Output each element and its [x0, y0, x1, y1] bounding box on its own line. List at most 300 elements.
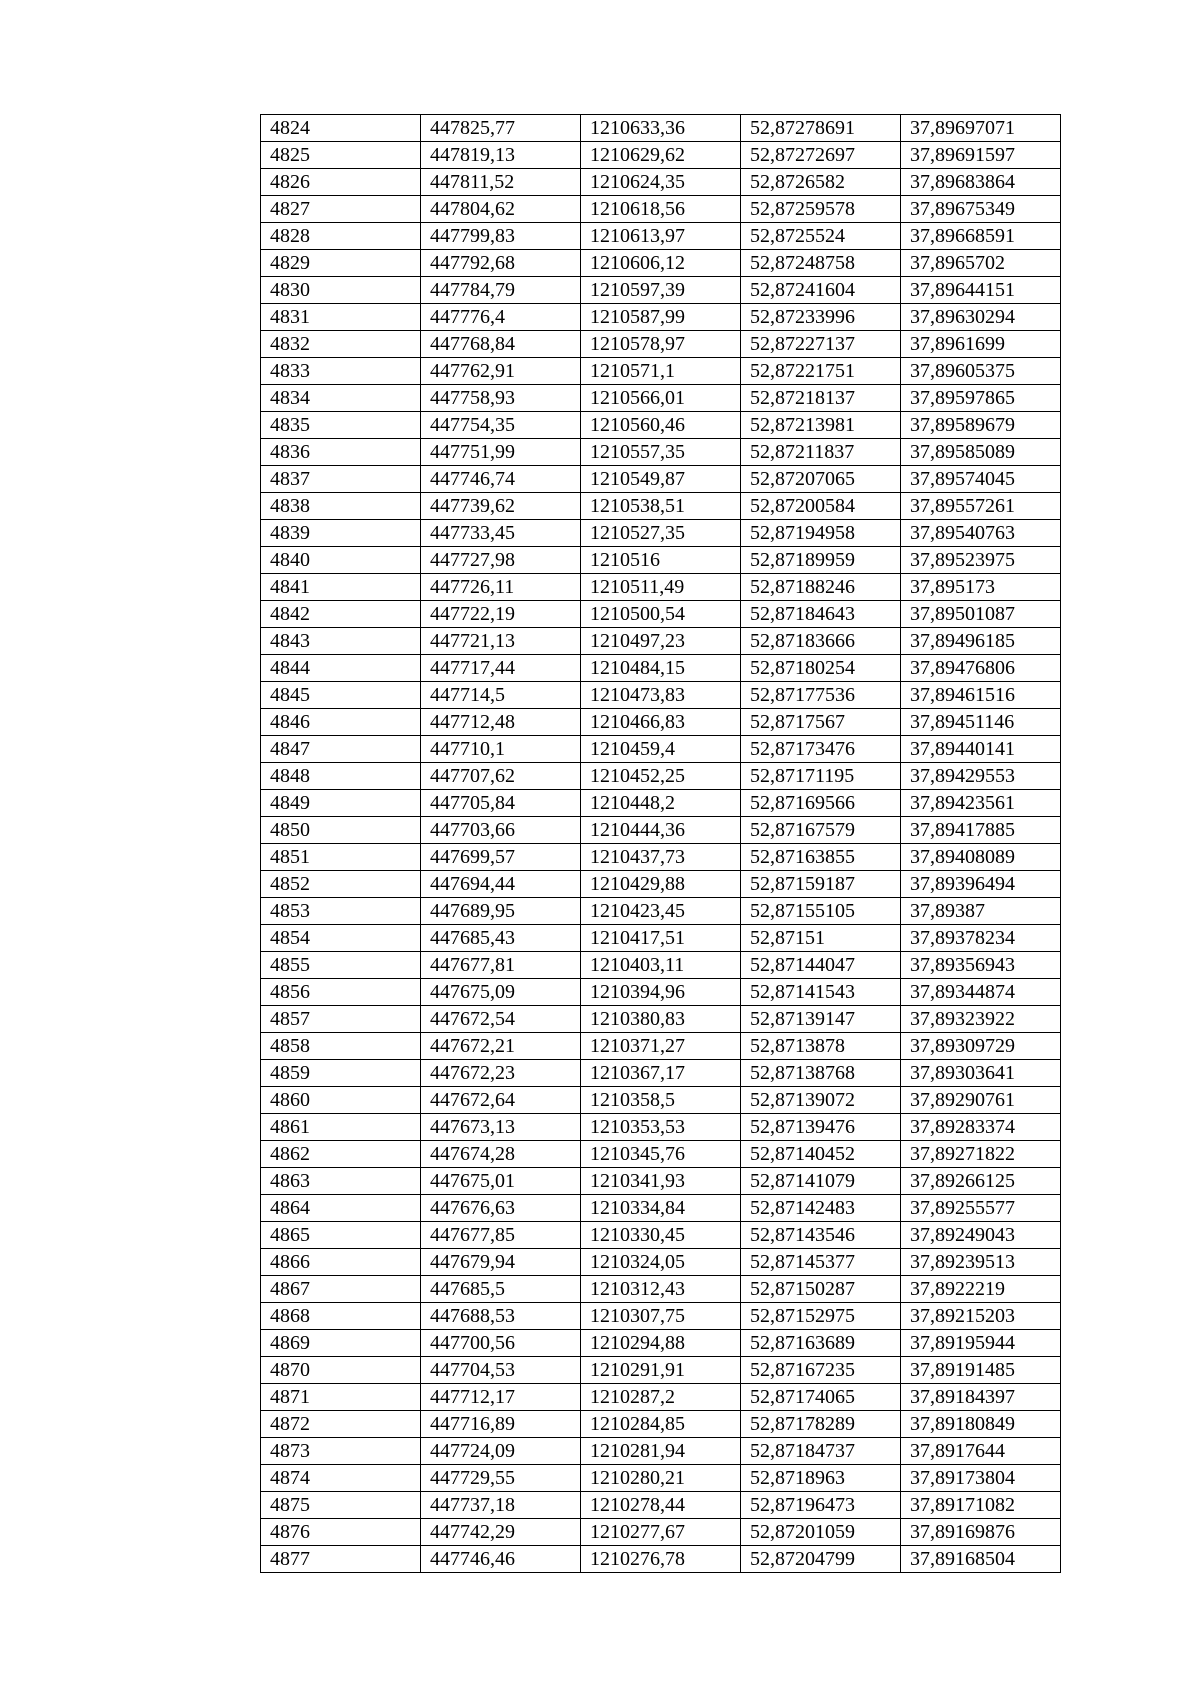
- point-number-cell: 4859: [261, 1060, 421, 1087]
- point-number-cell: 4834: [261, 385, 421, 412]
- y-coordinate-cell: 1210466,83: [581, 709, 741, 736]
- table-row: [261, 520, 1061, 547]
- y-coordinate-cell: 1210280,21: [581, 1465, 741, 1492]
- point-number-cell: 4829: [261, 250, 421, 277]
- y-coordinate-cell: 1210629,62: [581, 142, 741, 169]
- x-coordinate-cell: 447784,79: [421, 277, 581, 304]
- table-row: [261, 1303, 1061, 1330]
- table-row: [261, 1384, 1061, 1411]
- point-number-cell: 4848: [261, 763, 421, 790]
- y-coordinate-cell: 1210633,36: [581, 115, 741, 142]
- point-number-cell: 4857: [261, 1006, 421, 1033]
- table-row: [261, 439, 1061, 466]
- longitude-cell: 37,89356943: [901, 952, 1061, 979]
- latitude-cell: 52,87142483: [741, 1195, 901, 1222]
- x-coordinate-cell: 447685,43: [421, 925, 581, 952]
- x-coordinate-cell: 447672,23: [421, 1060, 581, 1087]
- longitude-cell: 37,89195944: [901, 1330, 1061, 1357]
- table-row: [261, 277, 1061, 304]
- longitude-cell: 37,89173804: [901, 1465, 1061, 1492]
- x-coordinate-cell: 447758,93: [421, 385, 581, 412]
- longitude-cell: 37,89461516: [901, 682, 1061, 709]
- point-number-cell: 4870: [261, 1357, 421, 1384]
- latitude-cell: 52,87139072: [741, 1087, 901, 1114]
- table-row: [261, 1222, 1061, 1249]
- latitude-cell: 52,87213981: [741, 412, 901, 439]
- x-coordinate-cell: 447700,56: [421, 1330, 581, 1357]
- y-coordinate-cell: 1210618,56: [581, 196, 741, 223]
- latitude-cell: 52,8726582: [741, 169, 901, 196]
- y-coordinate-cell: 1210484,15: [581, 655, 741, 682]
- latitude-cell: 52,8717567: [741, 709, 901, 736]
- latitude-cell: 52,87151: [741, 925, 901, 952]
- y-coordinate-cell: 1210497,23: [581, 628, 741, 655]
- table-row: [261, 709, 1061, 736]
- longitude-cell: 37,89644151: [901, 277, 1061, 304]
- longitude-cell: 37,89283374: [901, 1114, 1061, 1141]
- point-number-cell: 4861: [261, 1114, 421, 1141]
- x-coordinate-cell: 447703,66: [421, 817, 581, 844]
- x-coordinate-cell: 447677,85: [421, 1222, 581, 1249]
- longitude-cell: 37,89423561: [901, 790, 1061, 817]
- point-number-cell: 4877: [261, 1546, 421, 1573]
- x-coordinate-cell: 447746,46: [421, 1546, 581, 1573]
- point-number-cell: 4839: [261, 520, 421, 547]
- table-row: [261, 547, 1061, 574]
- y-coordinate-cell: 1210330,45: [581, 1222, 741, 1249]
- y-coordinate-cell: 1210334,84: [581, 1195, 741, 1222]
- latitude-cell: 52,87196473: [741, 1492, 901, 1519]
- table-row: [261, 385, 1061, 412]
- point-number-cell: 4844: [261, 655, 421, 682]
- longitude-cell: 37,89668591: [901, 223, 1061, 250]
- table-row: [261, 1465, 1061, 1492]
- latitude-cell: 52,87167235: [741, 1357, 901, 1384]
- latitude-cell: 52,87188246: [741, 574, 901, 601]
- x-coordinate-cell: 447727,98: [421, 547, 581, 574]
- point-number-cell: 4854: [261, 925, 421, 952]
- latitude-cell: 52,87184643: [741, 601, 901, 628]
- table-row: [261, 1276, 1061, 1303]
- x-coordinate-cell: 447799,83: [421, 223, 581, 250]
- latitude-cell: 52,87174065: [741, 1384, 901, 1411]
- y-coordinate-cell: 1210437,73: [581, 844, 741, 871]
- table-row: [261, 466, 1061, 493]
- latitude-cell: 52,87233996: [741, 304, 901, 331]
- latitude-cell: 52,87138768: [741, 1060, 901, 1087]
- point-number-cell: 4853: [261, 898, 421, 925]
- x-coordinate-cell: 447712,48: [421, 709, 581, 736]
- longitude-cell: 37,89408089: [901, 844, 1061, 871]
- table-row: [261, 115, 1061, 142]
- longitude-cell: 37,89451146: [901, 709, 1061, 736]
- point-number-cell: 4850: [261, 817, 421, 844]
- x-coordinate-cell: 447679,94: [421, 1249, 581, 1276]
- table-row: [261, 358, 1061, 385]
- longitude-cell: 37,8922219: [901, 1276, 1061, 1303]
- latitude-cell: 52,87145377: [741, 1249, 901, 1276]
- x-coordinate-cell: 447677,81: [421, 952, 581, 979]
- longitude-cell: 37,89691597: [901, 142, 1061, 169]
- latitude-cell: 52,87139147: [741, 1006, 901, 1033]
- point-number-cell: 4851: [261, 844, 421, 871]
- longitude-cell: 37,89255577: [901, 1195, 1061, 1222]
- point-number-cell: 4836: [261, 439, 421, 466]
- latitude-cell: 52,87241604: [741, 277, 901, 304]
- table-row: [261, 763, 1061, 790]
- table-row: [261, 1195, 1061, 1222]
- longitude-cell: 37,89540763: [901, 520, 1061, 547]
- x-coordinate-cell: 447676,63: [421, 1195, 581, 1222]
- x-coordinate-cell: 447714,5: [421, 682, 581, 709]
- table-row: [261, 1087, 1061, 1114]
- point-number-cell: 4863: [261, 1168, 421, 1195]
- latitude-cell: 52,87167579: [741, 817, 901, 844]
- point-number-cell: 4858: [261, 1033, 421, 1060]
- point-number-cell: 4869: [261, 1330, 421, 1357]
- y-coordinate-cell: 1210341,93: [581, 1168, 741, 1195]
- point-number-cell: 4849: [261, 790, 421, 817]
- x-coordinate-cell: 447726,11: [421, 574, 581, 601]
- latitude-cell: 52,87155105: [741, 898, 901, 925]
- x-coordinate-cell: 447689,95: [421, 898, 581, 925]
- table-row: [261, 682, 1061, 709]
- longitude-cell: 37,89266125: [901, 1168, 1061, 1195]
- coordinates-table: [260, 114, 1061, 1573]
- x-coordinate-cell: 447705,84: [421, 790, 581, 817]
- y-coordinate-cell: 1210452,25: [581, 763, 741, 790]
- y-coordinate-cell: 1210624,35: [581, 169, 741, 196]
- y-coordinate-cell: 1210606,12: [581, 250, 741, 277]
- point-number-cell: 4830: [261, 277, 421, 304]
- x-coordinate-cell: 447722,19: [421, 601, 581, 628]
- latitude-cell: 52,87141079: [741, 1168, 901, 1195]
- x-coordinate-cell: 447825,77: [421, 115, 581, 142]
- longitude-cell: 37,89523975: [901, 547, 1061, 574]
- longitude-cell: 37,8961699: [901, 331, 1061, 358]
- latitude-cell: 52,87194958: [741, 520, 901, 547]
- latitude-cell: 52,87141543: [741, 979, 901, 1006]
- table-row: [261, 871, 1061, 898]
- latitude-cell: 52,87143546: [741, 1222, 901, 1249]
- table-row: [261, 412, 1061, 439]
- table-row: [261, 223, 1061, 250]
- y-coordinate-cell: 1210380,83: [581, 1006, 741, 1033]
- point-number-cell: 4846: [261, 709, 421, 736]
- y-coordinate-cell: 1210277,67: [581, 1519, 741, 1546]
- table-row: [261, 898, 1061, 925]
- point-number-cell: 4867: [261, 1276, 421, 1303]
- latitude-cell: 52,87184737: [741, 1438, 901, 1465]
- table-row: [261, 1114, 1061, 1141]
- point-number-cell: 4873: [261, 1438, 421, 1465]
- latitude-cell: 52,87152975: [741, 1303, 901, 1330]
- latitude-cell: 52,87150287: [741, 1276, 901, 1303]
- y-coordinate-cell: 1210423,45: [581, 898, 741, 925]
- y-coordinate-cell: 1210597,39: [581, 277, 741, 304]
- y-coordinate-cell: 1210571,1: [581, 358, 741, 385]
- longitude-cell: 37,89271822: [901, 1141, 1061, 1168]
- point-number-cell: 4837: [261, 466, 421, 493]
- point-number-cell: 4871: [261, 1384, 421, 1411]
- y-coordinate-cell: 1210587,99: [581, 304, 741, 331]
- y-coordinate-cell: 1210307,75: [581, 1303, 741, 1330]
- y-coordinate-cell: 1210312,43: [581, 1276, 741, 1303]
- x-coordinate-cell: 447737,18: [421, 1492, 581, 1519]
- latitude-cell: 52,87201059: [741, 1519, 901, 1546]
- table-row: [261, 1492, 1061, 1519]
- y-coordinate-cell: 1210549,87: [581, 466, 741, 493]
- latitude-cell: 52,87177536: [741, 682, 901, 709]
- y-coordinate-cell: 1210511,49: [581, 574, 741, 601]
- point-number-cell: 4842: [261, 601, 421, 628]
- point-number-cell: 4828: [261, 223, 421, 250]
- latitude-cell: 52,8725524: [741, 223, 901, 250]
- x-coordinate-cell: 447707,62: [421, 763, 581, 790]
- x-coordinate-cell: 447724,09: [421, 1438, 581, 1465]
- y-coordinate-cell: 1210291,91: [581, 1357, 741, 1384]
- y-coordinate-cell: 1210566,01: [581, 385, 741, 412]
- point-number-cell: 4856: [261, 979, 421, 1006]
- point-number-cell: 4847: [261, 736, 421, 763]
- table-row: [261, 1438, 1061, 1465]
- x-coordinate-cell: 447675,01: [421, 1168, 581, 1195]
- latitude-cell: 52,87207065: [741, 466, 901, 493]
- longitude-cell: 37,89249043: [901, 1222, 1061, 1249]
- y-coordinate-cell: 1210516: [581, 547, 741, 574]
- y-coordinate-cell: 1210278,44: [581, 1492, 741, 1519]
- y-coordinate-cell: 1210538,51: [581, 493, 741, 520]
- point-number-cell: 4832: [261, 331, 421, 358]
- x-coordinate-cell: 447739,62: [421, 493, 581, 520]
- longitude-cell: 37,89378234: [901, 925, 1061, 952]
- latitude-cell: 52,87218137: [741, 385, 901, 412]
- longitude-cell: 37,89184397: [901, 1384, 1061, 1411]
- x-coordinate-cell: 447746,74: [421, 466, 581, 493]
- table-row: [261, 844, 1061, 871]
- x-coordinate-cell: 447754,35: [421, 412, 581, 439]
- longitude-cell: 37,89501087: [901, 601, 1061, 628]
- latitude-cell: 52,87169566: [741, 790, 901, 817]
- x-coordinate-cell: 447733,45: [421, 520, 581, 547]
- x-coordinate-cell: 447694,44: [421, 871, 581, 898]
- x-coordinate-cell: 447672,64: [421, 1087, 581, 1114]
- longitude-cell: 37,89697071: [901, 115, 1061, 142]
- y-coordinate-cell: 1210444,36: [581, 817, 741, 844]
- point-number-cell: 4862: [261, 1141, 421, 1168]
- x-coordinate-cell: 447674,28: [421, 1141, 581, 1168]
- y-coordinate-cell: 1210324,05: [581, 1249, 741, 1276]
- y-coordinate-cell: 1210500,54: [581, 601, 741, 628]
- longitude-cell: 37,89323922: [901, 1006, 1061, 1033]
- longitude-cell: 37,89496185: [901, 628, 1061, 655]
- longitude-cell: 37,89169876: [901, 1519, 1061, 1546]
- longitude-cell: 37,89557261: [901, 493, 1061, 520]
- y-coordinate-cell: 1210578,97: [581, 331, 741, 358]
- y-coordinate-cell: 1210417,51: [581, 925, 741, 952]
- table-row: [261, 142, 1061, 169]
- longitude-cell: 37,89675349: [901, 196, 1061, 223]
- table-row: [261, 196, 1061, 223]
- point-number-cell: 4874: [261, 1465, 421, 1492]
- y-coordinate-cell: 1210358,5: [581, 1087, 741, 1114]
- point-number-cell: 4835: [261, 412, 421, 439]
- longitude-cell: 37,89605375: [901, 358, 1061, 385]
- y-coordinate-cell: 1210394,96: [581, 979, 741, 1006]
- y-coordinate-cell: 1210557,35: [581, 439, 741, 466]
- longitude-cell: 37,89309729: [901, 1033, 1061, 1060]
- table-row: [261, 1330, 1061, 1357]
- latitude-cell: 52,87163689: [741, 1330, 901, 1357]
- longitude-cell: 37,89290761: [901, 1087, 1061, 1114]
- x-coordinate-cell: 447672,54: [421, 1006, 581, 1033]
- latitude-cell: 52,87140452: [741, 1141, 901, 1168]
- latitude-cell: 52,87171195: [741, 763, 901, 790]
- table-row: [261, 790, 1061, 817]
- latitude-cell: 52,87248758: [741, 250, 901, 277]
- longitude-cell: 37,89429553: [901, 763, 1061, 790]
- y-coordinate-cell: 1210353,53: [581, 1114, 741, 1141]
- latitude-cell: 52,87163855: [741, 844, 901, 871]
- longitude-cell: 37,89417885: [901, 817, 1061, 844]
- latitude-cell: 52,87180254: [741, 655, 901, 682]
- y-coordinate-cell: 1210371,27: [581, 1033, 741, 1060]
- x-coordinate-cell: 447673,13: [421, 1114, 581, 1141]
- point-number-cell: 4865: [261, 1222, 421, 1249]
- longitude-cell: 37,89630294: [901, 304, 1061, 331]
- point-number-cell: 4860: [261, 1087, 421, 1114]
- x-coordinate-cell: 447672,21: [421, 1033, 581, 1060]
- x-coordinate-cell: 447685,5: [421, 1276, 581, 1303]
- latitude-cell: 52,87159187: [741, 871, 901, 898]
- point-number-cell: 4864: [261, 1195, 421, 1222]
- y-coordinate-cell: 1210527,35: [581, 520, 741, 547]
- table-row: [261, 1249, 1061, 1276]
- longitude-cell: 37,89171082: [901, 1492, 1061, 1519]
- table-row: [261, 979, 1061, 1006]
- point-number-cell: 4876: [261, 1519, 421, 1546]
- y-coordinate-cell: 1210429,88: [581, 871, 741, 898]
- x-coordinate-cell: 447776,4: [421, 304, 581, 331]
- table-row: [261, 250, 1061, 277]
- latitude-cell: 52,87183666: [741, 628, 901, 655]
- y-coordinate-cell: 1210284,85: [581, 1411, 741, 1438]
- point-number-cell: 4838: [261, 493, 421, 520]
- table-row: [261, 1168, 1061, 1195]
- y-coordinate-cell: 1210403,11: [581, 952, 741, 979]
- point-number-cell: 4841: [261, 574, 421, 601]
- y-coordinate-cell: 1210281,94: [581, 1438, 741, 1465]
- latitude-cell: 52,87178289: [741, 1411, 901, 1438]
- latitude-cell: 52,87200584: [741, 493, 901, 520]
- x-coordinate-cell: 447762,91: [421, 358, 581, 385]
- point-number-cell: 4825: [261, 142, 421, 169]
- x-coordinate-cell: 447751,99: [421, 439, 581, 466]
- point-number-cell: 4833: [261, 358, 421, 385]
- latitude-cell: 52,87189959: [741, 547, 901, 574]
- longitude-cell: 37,89303641: [901, 1060, 1061, 1087]
- point-number-cell: 4866: [261, 1249, 421, 1276]
- y-coordinate-cell: 1210287,2: [581, 1384, 741, 1411]
- table-row: [261, 655, 1061, 682]
- y-coordinate-cell: 1210448,2: [581, 790, 741, 817]
- x-coordinate-cell: 447792,68: [421, 250, 581, 277]
- longitude-cell: 37,89396494: [901, 871, 1061, 898]
- table-row: [261, 1033, 1061, 1060]
- latitude-cell: 52,87272697: [741, 142, 901, 169]
- x-coordinate-cell: 447742,29: [421, 1519, 581, 1546]
- point-number-cell: 4843: [261, 628, 421, 655]
- x-coordinate-cell: 447804,62: [421, 196, 581, 223]
- point-number-cell: 4852: [261, 871, 421, 898]
- latitude-cell: 52,87173476: [741, 736, 901, 763]
- y-coordinate-cell: 1210459,4: [581, 736, 741, 763]
- longitude-cell: 37,89344874: [901, 979, 1061, 1006]
- table-row: [261, 601, 1061, 628]
- table-row: [261, 169, 1061, 196]
- latitude-cell: 52,87204799: [741, 1546, 901, 1573]
- x-coordinate-cell: 447710,1: [421, 736, 581, 763]
- point-number-cell: 4824: [261, 115, 421, 142]
- table-row: [261, 1006, 1061, 1033]
- y-coordinate-cell: 1210294,88: [581, 1330, 741, 1357]
- table-row: [261, 304, 1061, 331]
- table-row: [261, 1357, 1061, 1384]
- longitude-cell: 37,89440141: [901, 736, 1061, 763]
- x-coordinate-cell: 447768,84: [421, 331, 581, 358]
- x-coordinate-cell: 447721,13: [421, 628, 581, 655]
- point-number-cell: 4872: [261, 1411, 421, 1438]
- table-row: [261, 736, 1061, 763]
- table-row: [261, 493, 1061, 520]
- y-coordinate-cell: 1210560,46: [581, 412, 741, 439]
- y-coordinate-cell: 1210613,97: [581, 223, 741, 250]
- longitude-cell: 37,89585089: [901, 439, 1061, 466]
- coordinates-table-body: [261, 115, 1061, 1573]
- longitude-cell: 37,89574045: [901, 466, 1061, 493]
- latitude-cell: 52,87139476: [741, 1114, 901, 1141]
- table-row: [261, 331, 1061, 358]
- x-coordinate-cell: 447729,55: [421, 1465, 581, 1492]
- longitude-cell: 37,89215203: [901, 1303, 1061, 1330]
- latitude-cell: 52,87278691: [741, 115, 901, 142]
- longitude-cell: 37,895173: [901, 574, 1061, 601]
- point-number-cell: 4868: [261, 1303, 421, 1330]
- longitude-cell: 37,8965702: [901, 250, 1061, 277]
- latitude-cell: 52,87144047: [741, 952, 901, 979]
- point-number-cell: 4826: [261, 169, 421, 196]
- longitude-cell: 37,89683864: [901, 169, 1061, 196]
- longitude-cell: 37,89191485: [901, 1357, 1061, 1384]
- table-row: [261, 628, 1061, 655]
- latitude-cell: 52,8713878: [741, 1033, 901, 1060]
- latitude-cell: 52,8718963: [741, 1465, 901, 1492]
- y-coordinate-cell: 1210473,83: [581, 682, 741, 709]
- longitude-cell: 37,8917644: [901, 1438, 1061, 1465]
- table-row: [261, 925, 1061, 952]
- point-number-cell: 4827: [261, 196, 421, 223]
- x-coordinate-cell: 447675,09: [421, 979, 581, 1006]
- x-coordinate-cell: 447716,89: [421, 1411, 581, 1438]
- x-coordinate-cell: 447688,53: [421, 1303, 581, 1330]
- latitude-cell: 52,87211837: [741, 439, 901, 466]
- point-number-cell: 4840: [261, 547, 421, 574]
- longitude-cell: 37,89239513: [901, 1249, 1061, 1276]
- y-coordinate-cell: 1210367,17: [581, 1060, 741, 1087]
- x-coordinate-cell: 447811,52: [421, 169, 581, 196]
- table-row: [261, 1060, 1061, 1087]
- point-number-cell: 4875: [261, 1492, 421, 1519]
